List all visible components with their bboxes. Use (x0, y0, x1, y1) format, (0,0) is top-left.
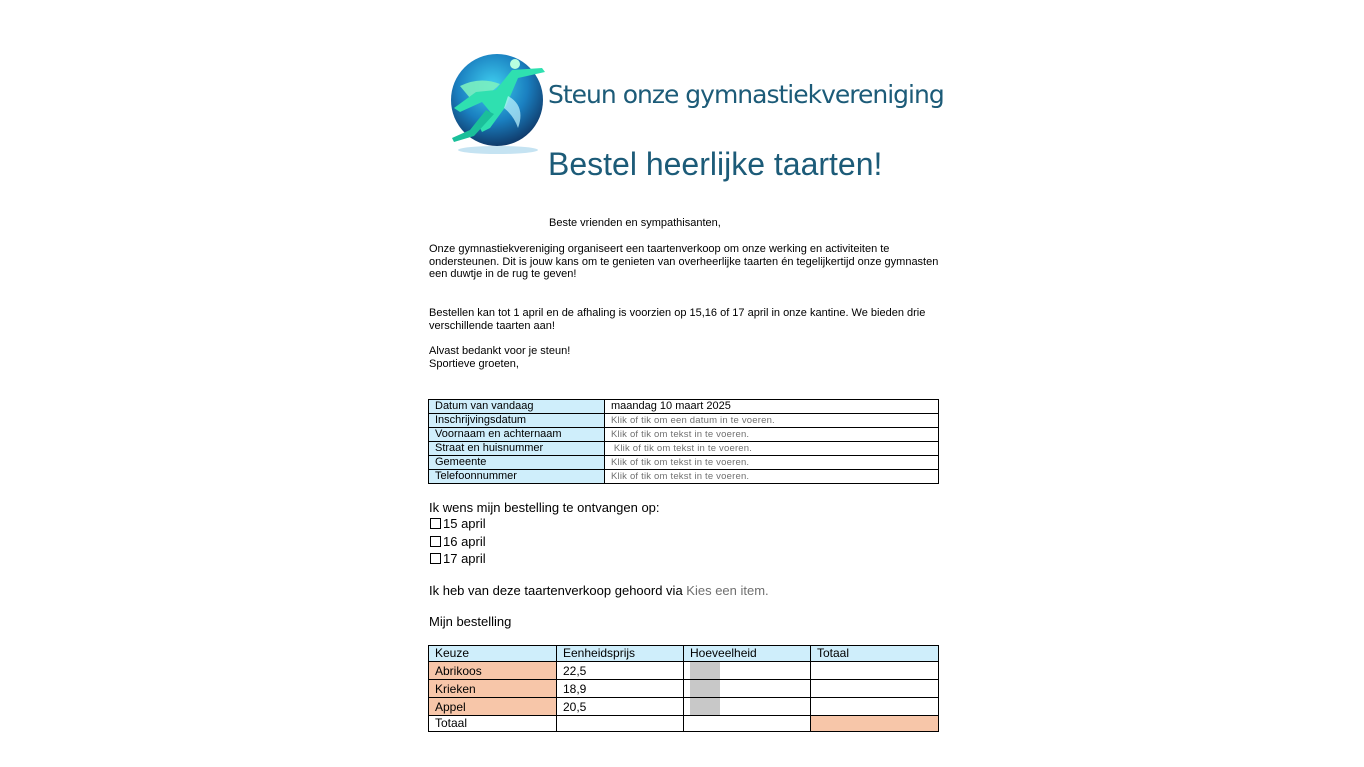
column-header-choice: Keuze (429, 646, 557, 662)
checkbox-icon[interactable] (430, 518, 441, 529)
empty-cell (557, 716, 684, 732)
source-question (429, 583, 769, 598)
total-row (429, 716, 939, 732)
source-question-text: Ik heb van deze taartenverkoop gehoord via (429, 583, 687, 598)
closing-block (429, 345, 944, 370)
table-row (429, 680, 939, 698)
thanks-line: Alvast bedankt voor je steun! (429, 345, 571, 357)
quantity-cell (684, 680, 811, 698)
date-today-value: maandag 10 maart 2025 (605, 400, 939, 414)
street-field[interactable]: Klik of tik om tekst in te voeren. (605, 442, 939, 456)
delivery-option-label: 16 april (443, 534, 486, 549)
table-row (429, 400, 939, 414)
order-heading: Mijn bestelling (429, 614, 512, 629)
cake-price: 20,5 (557, 698, 684, 716)
registration-date-field[interactable]: Klik of tik om een datum in te voeren. (605, 414, 939, 428)
cake-name: Appel (429, 698, 557, 716)
delivery-question: Ik wens mijn bestelling te ontvangen op: (429, 500, 660, 515)
delivery-option-16-april[interactable] (430, 534, 486, 549)
quantity-cell (684, 662, 811, 680)
table-row (429, 428, 939, 442)
delivery-option-17-april[interactable] (430, 551, 486, 566)
registration-date-label: Inschrijvingsdatum (429, 414, 605, 428)
greeting: Beste vrienden en sympathisanten, (549, 217, 721, 229)
name-label: Voornaam en achternaam (429, 428, 605, 442)
quantity-cell (684, 698, 811, 716)
personal-info-table (428, 399, 939, 484)
quantity-input[interactable] (690, 662, 720, 679)
name-field[interactable]: Klik of tik om tekst in te voeren. (605, 428, 939, 442)
order-table (428, 645, 939, 732)
order-info-paragraph: Bestellen kan tot 1 april en de afhaling is voorzien op 15,16 of 17 april in onze kantine. We bieden drie verschillende taarten aan! (429, 307, 926, 332)
quantity-input[interactable] (690, 680, 720, 697)
empty-cell (684, 716, 811, 732)
municipality-label: Gemeente (429, 456, 605, 470)
delivery-option-label: 17 april (443, 551, 486, 566)
delivery-option-label: 15 april (443, 516, 486, 531)
phone-field[interactable]: Klik of tik om tekst in te voeren. (605, 470, 939, 484)
total-label: Totaal (429, 716, 557, 732)
table-row (429, 414, 939, 428)
street-label: Straat en huisnummer (429, 442, 605, 456)
row-total (811, 698, 939, 716)
column-header-total: Totaal (811, 646, 939, 662)
checkbox-icon[interactable] (430, 536, 441, 547)
delivery-option-15-april[interactable] (430, 516, 486, 531)
quantity-input[interactable] (690, 698, 720, 715)
source-dropdown[interactable]: Kies een item. (686, 583, 769, 598)
municipality-field[interactable]: Klik of tik om tekst in te voeren. (605, 456, 939, 470)
table-row (429, 456, 939, 470)
subtitle: Steun onze gymnastiekvereniging (548, 80, 944, 109)
closing-line: Sportieve groeten, (429, 357, 519, 370)
column-header-quantity: Hoeveelheid (684, 646, 811, 662)
column-header-unit-price: Eenheidsprijs (557, 646, 684, 662)
cake-price: 18,9 (557, 680, 684, 698)
table-row (429, 662, 939, 680)
date-today-label: Datum van vandaag (429, 400, 605, 414)
row-total (811, 680, 939, 698)
page-title: Bestel heerlijke taarten! (548, 146, 883, 182)
cake-name: Abrikoos (429, 662, 557, 680)
table-row (429, 442, 939, 456)
checkbox-icon[interactable] (430, 553, 441, 564)
table-row (429, 698, 939, 716)
cake-name: Krieken (429, 680, 557, 698)
table-header-row (429, 646, 939, 662)
table-row (429, 470, 939, 484)
grand-total (811, 716, 939, 732)
phone-label: Telefoonnummer (429, 470, 605, 484)
gymnast-logo (430, 36, 564, 164)
row-total (811, 662, 939, 680)
cake-price: 22,5 (557, 662, 684, 680)
intro-paragraph: Onze gymnastiekvereniging organiseert een taartenverkoop om onze werking en activiteiten te ondersteunen. Dit is jouw kans om te genieten van overheerlijke taarten én tegelijkertijd onze gymnasten een duwtje in de rug te geven! (429, 243, 939, 281)
